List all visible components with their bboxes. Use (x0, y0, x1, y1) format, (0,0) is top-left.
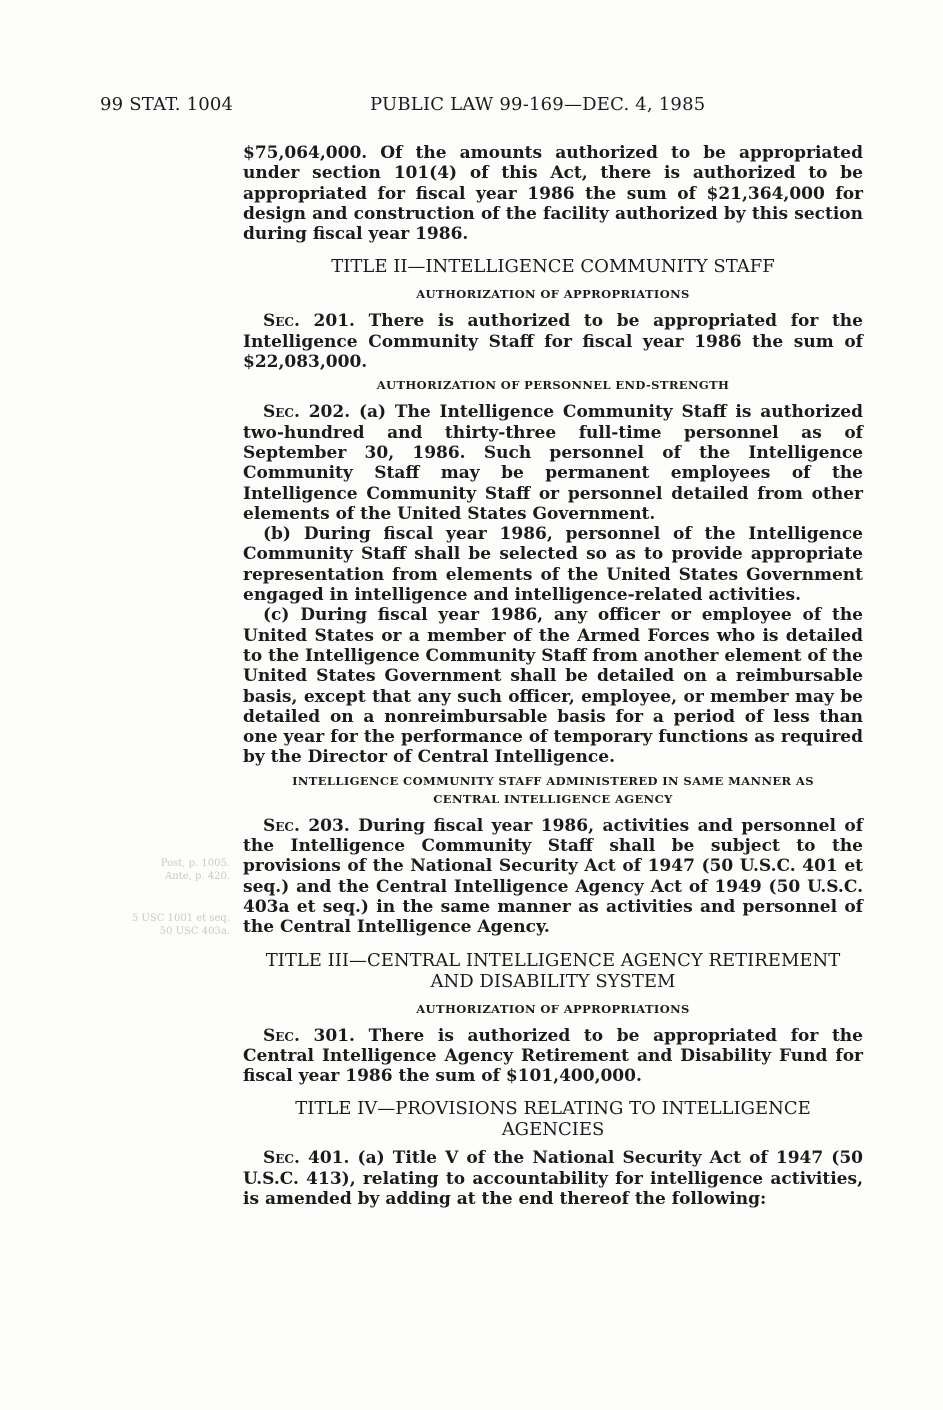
subheading-line: CENTRAL INTELLIGENCE AGENCY (433, 791, 673, 806)
section-201 (243, 311, 863, 372)
section-text: (a) Title V of the National Security Act of 1947 (50 U.S.C. 413), relating to accountability for intelligence activities, is amended by adding at the end thereof the following: (243, 1148, 863, 1209)
margin-note-line: Post, p. 1005. (160, 858, 230, 869)
title-iv-heading (243, 1098, 863, 1140)
section-subheading: AUTHORIZATION OF APPROPRIATIONS (416, 287, 690, 302)
section-text: There is authorized to be appropriated for the Intelligence Community Staff for fiscal year 1986 the sum of $22,083,000. (243, 311, 863, 373)
margin-note-line: 5 USC 1001 et seq. (131, 913, 230, 924)
section-label: Sec. 401. (263, 1148, 350, 1169)
section-401 (243, 1148, 863, 1209)
subheading-line: INTELLIGENCE COMMUNITY STAFF ADMINISTERED IN SAME MANNER AS (292, 773, 814, 788)
title-line: TITLE IV—PROVISIONS RELATING TO INTELLIGENCE (295, 1098, 811, 1120)
document-body (243, 143, 863, 1209)
section-text: During fiscal year 1986, activities and personnel of the Intelligence Community Staff shall be subject to the provisions of the National Security Act of 1947 (50 U.S.C. 401 et seq.) and the Central Intelligence Agency Act of 1949 (50 U.S.C. 403a et seq.) in the same manner as activities and personnel of the Central Intelligence Agency. (243, 815, 864, 938)
statute-page-number: 99 STAT. 1004 (100, 94, 234, 115)
margin-note-cross-ref (130, 912, 230, 938)
section-202c: (c) During fiscal year 1986, any officer or employee of the United States or a member of the Armed Forces who is detailed to the Intelligence Community Staff from another element of the United States Government shall be detailed on a reimbursable basis, except that any such officer, employee, or member may be detailed on a nonreimbursable basis for a period of less than one year for the performance of temporary functions as required by the Director of Central Intelligence. (243, 605, 864, 768)
margin-note-cross-ref (130, 857, 230, 883)
public-law-date: PUBLIC LAW 99-169—DEC. 4, 1985 (370, 94, 706, 115)
section-label: Sec. 202. (263, 402, 351, 423)
title-line: AGENCIES (501, 1119, 605, 1141)
section-text: (a) The Intelligence Community Staff is authorized two-hundred and thirty-three full-time personnel as of September 30, 1986. Such personnel of the Intelligence Community Staff may be permanent employees of the Intelligence Community Staff or personnel detailed from other elements of the United States Government. (243, 402, 863, 524)
section-text: There is authorized to be appropriated for the Central Intelligence Agency Retirement and Disability Fund for fiscal year 1986 the sum of $101,400,000. (243, 1025, 863, 1087)
title-iii-heading (243, 950, 863, 992)
section-label: Sec. 203. (263, 815, 350, 836)
section-subheading (243, 772, 863, 808)
section-subheading: AUTHORIZATION OF PERSONNEL END-STRENGTH (376, 378, 730, 393)
margin-note-line: 50 USC 403a. (159, 926, 230, 937)
section-202b: (b) During fiscal year 1986, personnel of the Intelligence Community Staff shall be selected so as to provide appropriate representation from elements of the United States Government engaged in intelligence and intelligence-related activities. (243, 524, 863, 606)
section-subheading: AUTHORIZATION OF APPROPRIATIONS (416, 1001, 690, 1016)
title-line: TITLE III—CENTRAL INTELLIGENCE AGENCY RETIREMENT (265, 949, 841, 971)
title-ii-heading: TITLE II—INTELLIGENCE COMMUNITY STAFF (331, 256, 775, 278)
paragraph-continuation: $75,064,000. Of the amounts authorized to be appropriated under section 101(4) of this Act, there is authorized to be appropriated for fiscal year 1986 the sum of $21,364,000 for design and construction of the facility authorized by this section during fiscal year 1986. (243, 143, 863, 245)
margin-note-line: Ante, p. 420. (165, 871, 230, 882)
section-label: Sec. 201. (263, 311, 355, 332)
section-label: Sec. 301. (263, 1025, 355, 1046)
section-203 (243, 816, 863, 938)
section-202a (243, 402, 863, 524)
title-line: AND DISABILITY SYSTEM (430, 970, 676, 992)
section-301 (243, 1026, 863, 1087)
